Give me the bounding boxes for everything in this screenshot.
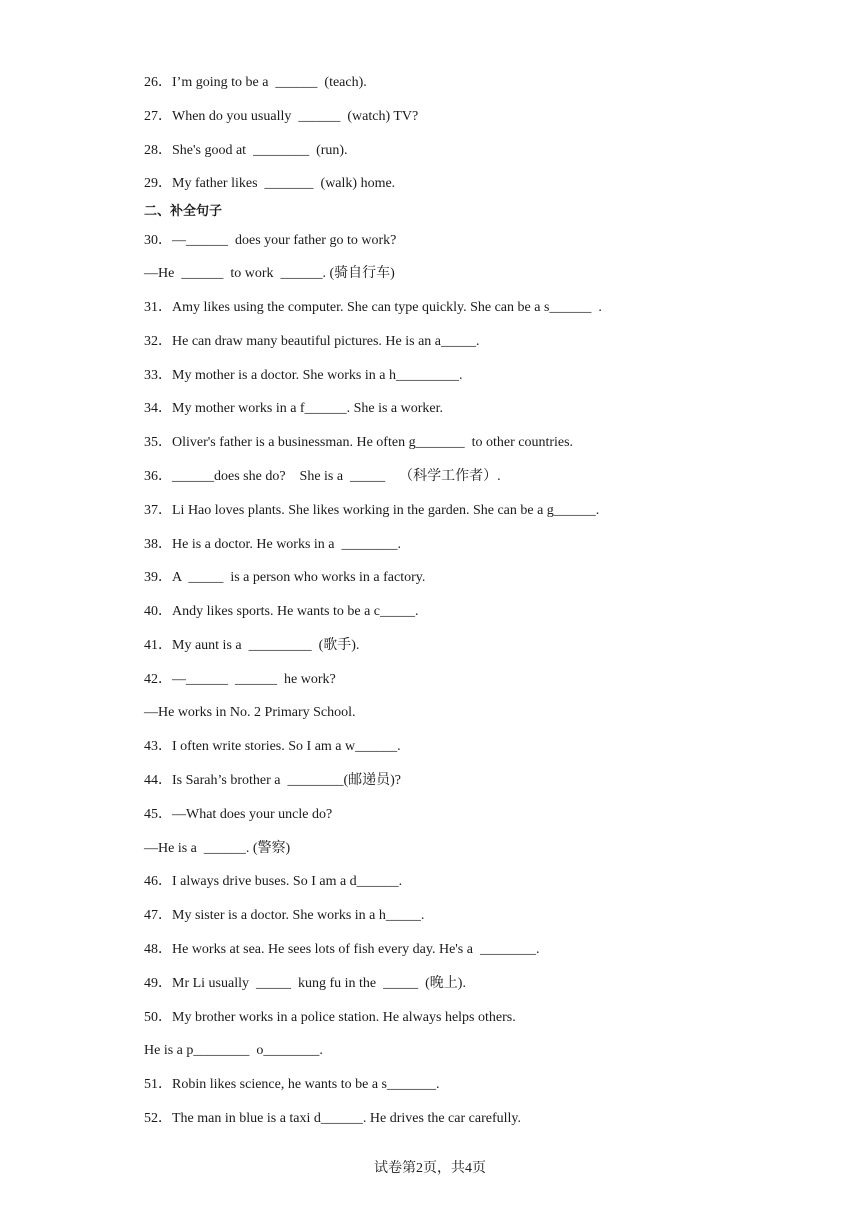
question-28: 28．She's good at ________ (run). xyxy=(144,143,348,158)
question-32: 32．He can draw many beautiful pictures. He is an a_____. xyxy=(144,334,480,349)
question-36: 36．______does she do? She is a _____ （科学工作者）. xyxy=(144,469,501,484)
question-43: 43．I often write stories. So I am a w______. xyxy=(144,739,401,754)
question-45-answer: —He is a ______. (警察) xyxy=(144,841,291,856)
question-45: 45．—What does your uncle do? xyxy=(144,807,333,822)
question-31: 31．Amy likes using the computer. She can type quickly. She can be a s______ . xyxy=(144,300,602,315)
question-42: 42．—______ ______ he work? xyxy=(144,672,336,687)
question-33: 33．My mother is a doctor. She works in a h_________. xyxy=(144,368,463,383)
question-48: 48．He works at sea. He sees lots of fish every day. He's a ________. xyxy=(144,942,540,957)
question-46: 46．I always drive buses. So I am a d______. xyxy=(144,874,403,889)
question-27: 27．When do you usually ______ (watch) TV? xyxy=(144,109,419,124)
question-49: 49．Mr Li usually _____ kung fu in the _____ (晚上). xyxy=(144,976,466,991)
question-30-answer: —He ______ to work ______. (骑自行车) xyxy=(144,266,395,281)
question-34: 34．My mother works in a f______. She is a worker. xyxy=(144,401,444,416)
question-30: 30．—______ does your father go to work? xyxy=(144,233,397,248)
page-footer: 试卷第2页，共4页 xyxy=(374,1161,486,1176)
question-29: 29．My father likes _______ (walk) home. xyxy=(144,176,396,191)
question-38: 38．He is a doctor. He works in a ________. xyxy=(144,537,402,552)
section-title: 二、补全句子 xyxy=(144,204,223,219)
question-47: 47．My sister is a doctor. She works in a h_____. xyxy=(144,908,425,923)
question-52: 52．The man in blue is a taxi d______. He drives the car carefully. xyxy=(144,1111,521,1126)
question-39: 39．A _____ is a person who works in a factory. xyxy=(144,570,426,585)
question-35: 35．Oliver's father is a businessman. He often g_______ to other countries. xyxy=(144,435,574,450)
question-26: 26．I’m going to be a ______ (teach). xyxy=(144,75,367,90)
question-37: 37．Li Hao loves plants. She likes working in the garden. She can be a g______. xyxy=(144,503,600,518)
question-41: 41．My aunt is a _________ (歌手). xyxy=(144,638,360,653)
question-40: 40．Andy likes sports. He wants to be a c_____. xyxy=(144,604,419,619)
question-44: 44．Is Sarah’s brother a ________(邮递员)? xyxy=(144,773,402,788)
question-50-answer: He is a p________ o________. xyxy=(144,1043,323,1058)
question-51: 51．Robin likes science, he wants to be a s_______. xyxy=(144,1077,440,1092)
question-42-answer: —He works in No. 2 Primary School. xyxy=(144,705,356,720)
question-50: 50．My brother works in a police station. He always helps others. xyxy=(144,1010,516,1025)
